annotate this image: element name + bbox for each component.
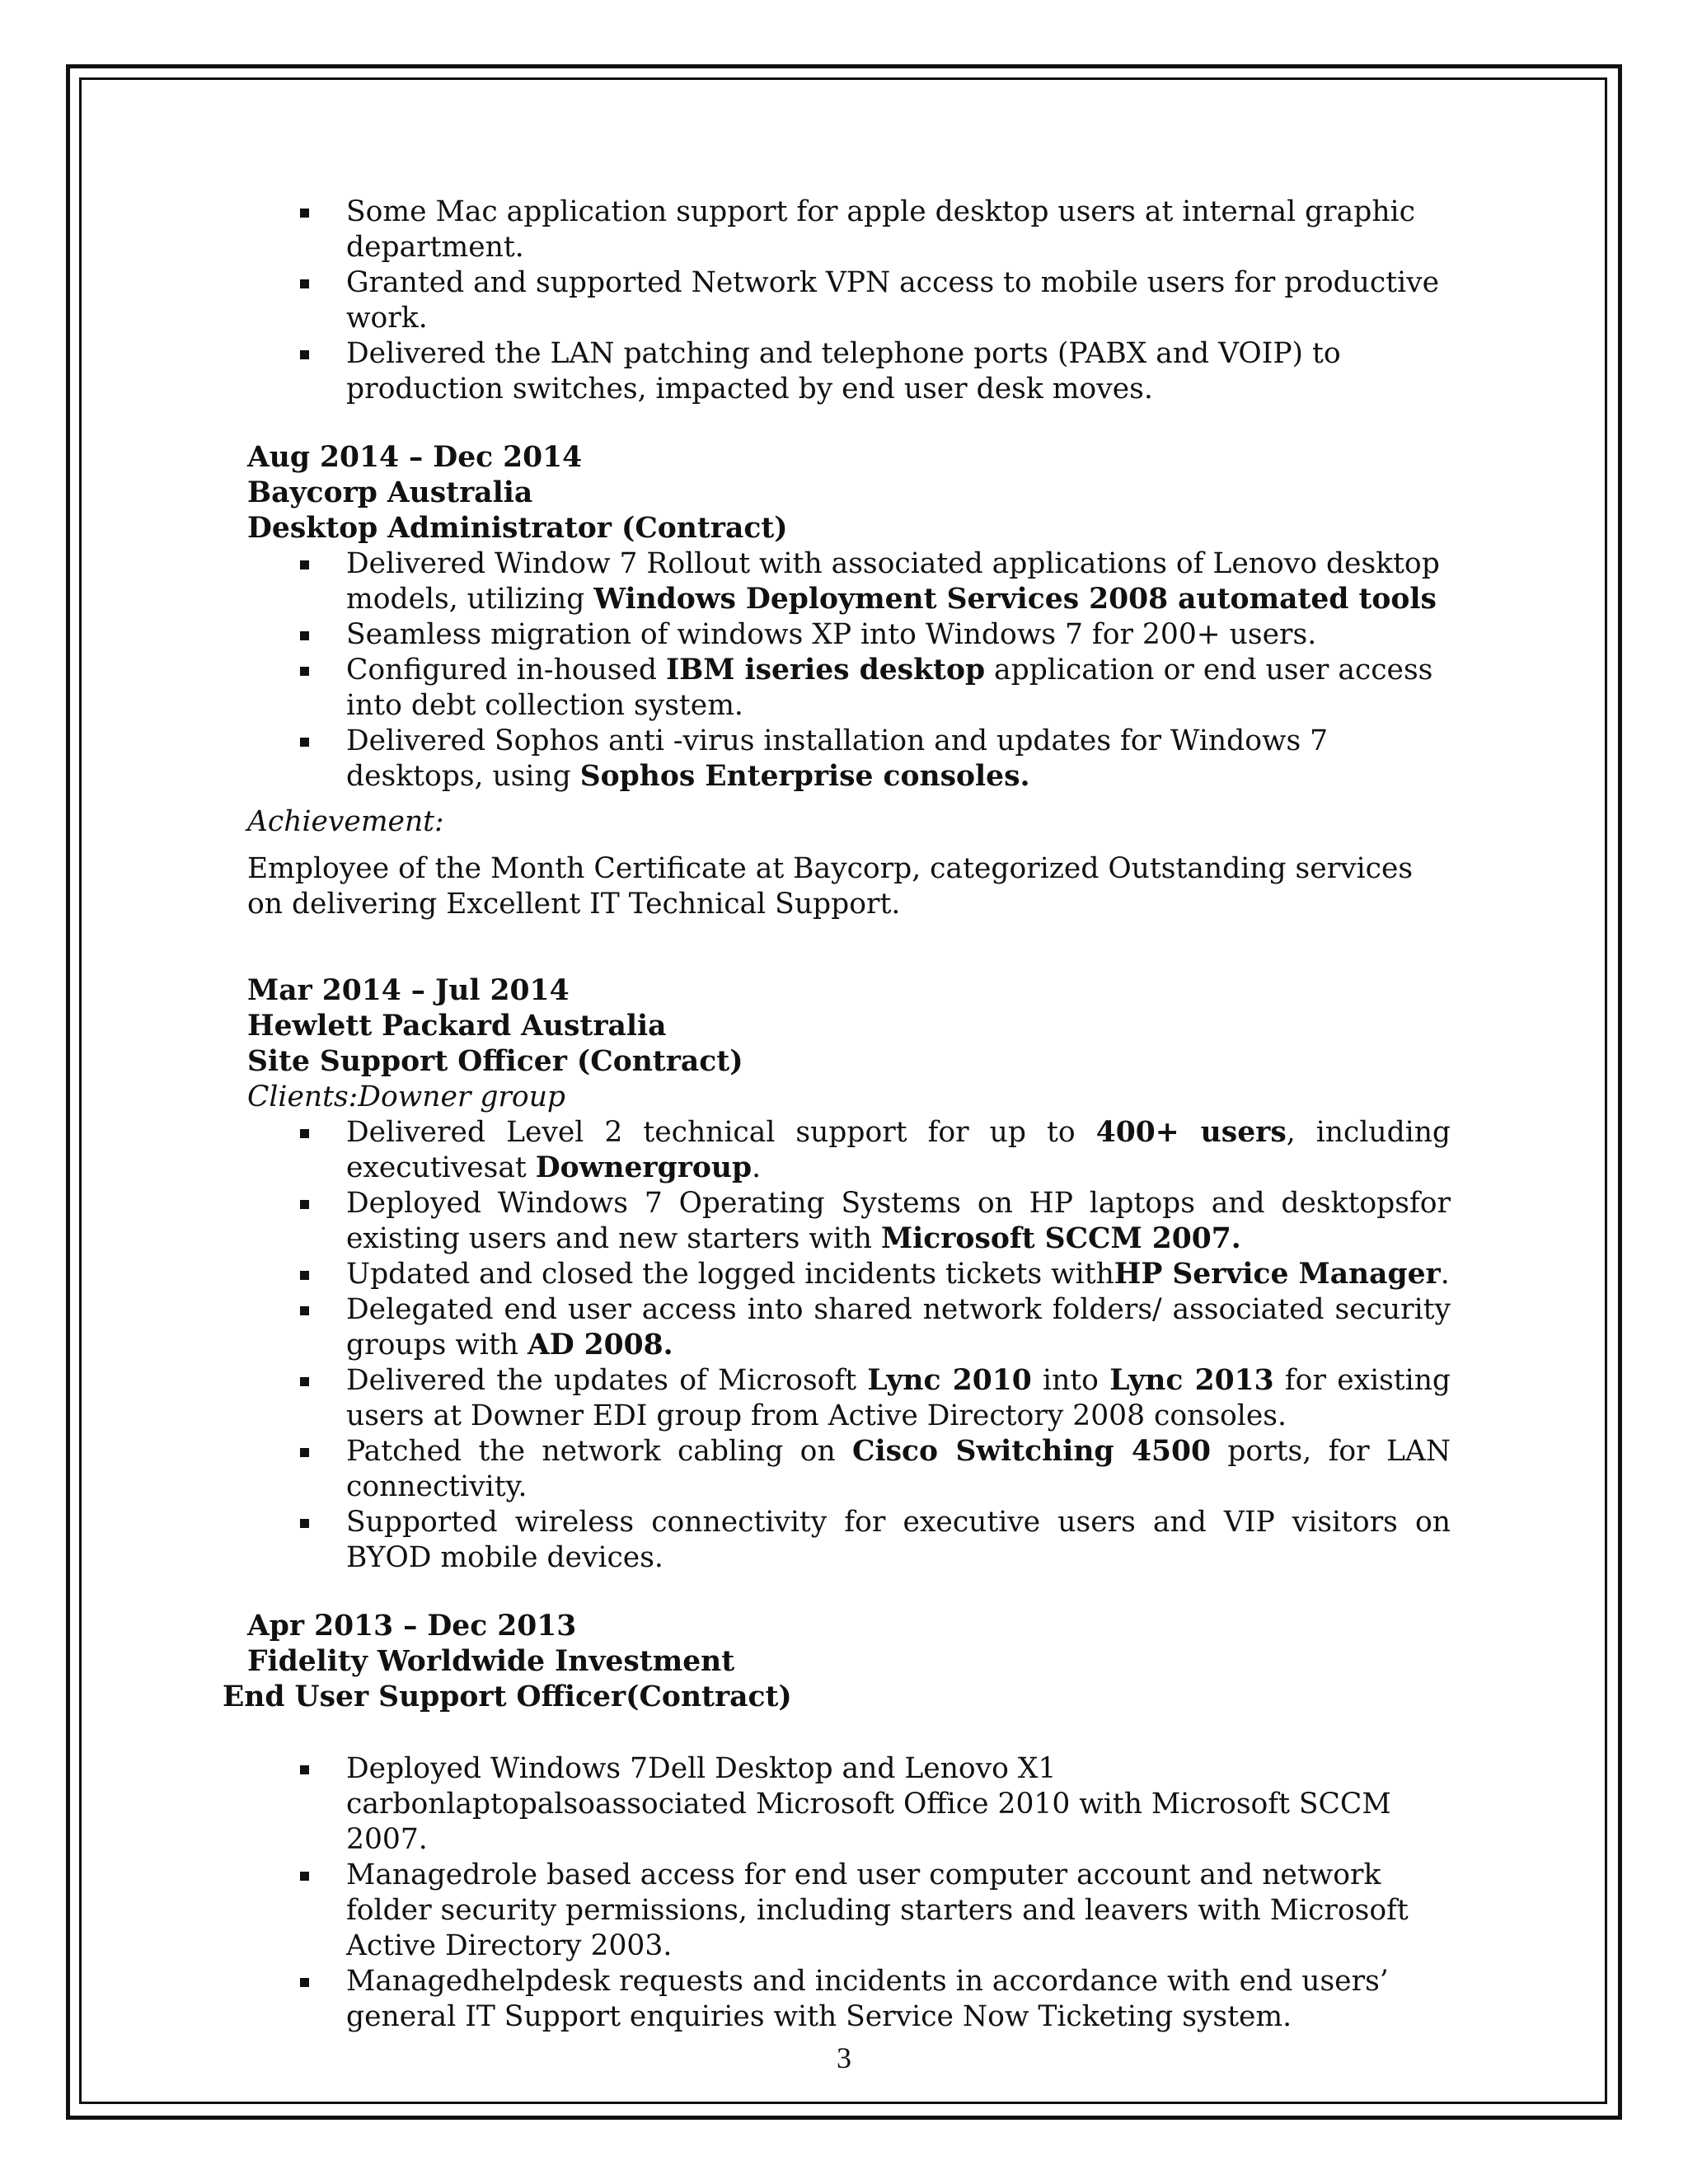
job-fidelity (223, 1609, 1451, 2035)
list-item: Delivered Level 2 technical support for up to 400+ users, including executivesat Downergroup. (346, 1116, 1451, 1184)
achievement-text: Employee of the Month Certificate at Baycorp, categorized Outstanding services on delivering Excellent IT Technical Support. (247, 852, 1414, 921)
list-item: Managedrole based access for end user computer account and network folder security permissions, including starters and leavers with Microsoft Active Directory 2003. (346, 1858, 1451, 1964)
job-bullet-list (247, 546, 1451, 794)
list-item: Configured in-housed IBM iseries desktop application or end user access into debt collection system. (346, 653, 1451, 724)
list-item: Patched the network cabling on Cisco Switching 4500 ports, for LAN connectivity. (346, 1435, 1451, 1503)
list-item: Some Mac application support for apple desktop users at internal graphic department. (346, 194, 1451, 265)
intro-bullet-list (247, 194, 1451, 407)
list-item: Deployed Windows 7Dell Desktop and Lenovo X1 carbonlaptopalsoassociated Microsoft Office 2010 with Microsoft SCCM 2007. (346, 1751, 1451, 1858)
list-item: Seamless migration of windows XP into Windows 7 for 200+ users. (346, 617, 1451, 653)
list-item: Delivered the updates of Microsoft Lync 2010 into Lync 2013 for existing users at Downer EDI group from Active Directory 2008 consoles. (346, 1364, 1451, 1432)
list-item: Managedhelpdesk requests and incidents in accordance with end users’ general IT Support enquiries with Service Now Ticketing system. (346, 1964, 1451, 2035)
list-item: Updated and closed the logged incidents tickets withHP Service Manager. (346, 1258, 1450, 1291)
job-role: End User Support Officer(Contract) (223, 1680, 792, 1713)
job-company: Hewlett Packard Australia (247, 1010, 667, 1043)
job-hp (247, 973, 1451, 1576)
job-baycorp (247, 440, 1451, 922)
list-item: Delivered Window 7 Rollout with associated applications of Lenovo desktop models, utilizing Windows Deployment Services 2008 automated tools (346, 546, 1451, 617)
list-item: Granted and supported Network VPN access to mobile users for productive work. (346, 265, 1451, 336)
page-number: 3 (837, 2041, 851, 2074)
job-company: Baycorp Australia (247, 476, 533, 509)
achievement-label: Achievement: (247, 805, 444, 838)
job-role: Site Support Officer (Contract) (247, 1045, 743, 1078)
job-company: Fidelity Worldwide Investment (247, 1645, 735, 1678)
list-item: Delivered the LAN patching and telephone ports (PABX and VOIP) to production switches, impacted by end user desk moves. (346, 336, 1451, 407)
list-item: Delivered Sophos anti -virus installation and updates for Windows 7 desktops, using Sophos Enterprise consoles. (346, 724, 1451, 794)
job-dates: Aug 2014 – Dec 2014 (247, 441, 583, 474)
list-item: Deployed Windows 7 Operating Systems on HP laptops and desktopsfor existing users and new starters with Microsoft SCCM 2007. (346, 1187, 1451, 1255)
job-dates: Apr 2013 – Dec 2013 (247, 1610, 577, 1643)
job-clients: Clients:Downer group (247, 1080, 566, 1113)
job-role: Desktop Administrator (Contract) (247, 512, 788, 545)
list-item: Supported wireless connectivity for executive users and VIP visitors on BYOD mobile devices. (346, 1506, 1451, 1574)
list-item: Delegated end user access into shared network folders/ associated security groups with AD 2008. (346, 1293, 1451, 1361)
resume-content (223, 194, 1451, 2035)
job-bullet-list (247, 1751, 1451, 2035)
job-bullet-list (247, 1115, 1451, 1576)
job-dates: Mar 2014 – Jul 2014 (247, 974, 570, 1007)
